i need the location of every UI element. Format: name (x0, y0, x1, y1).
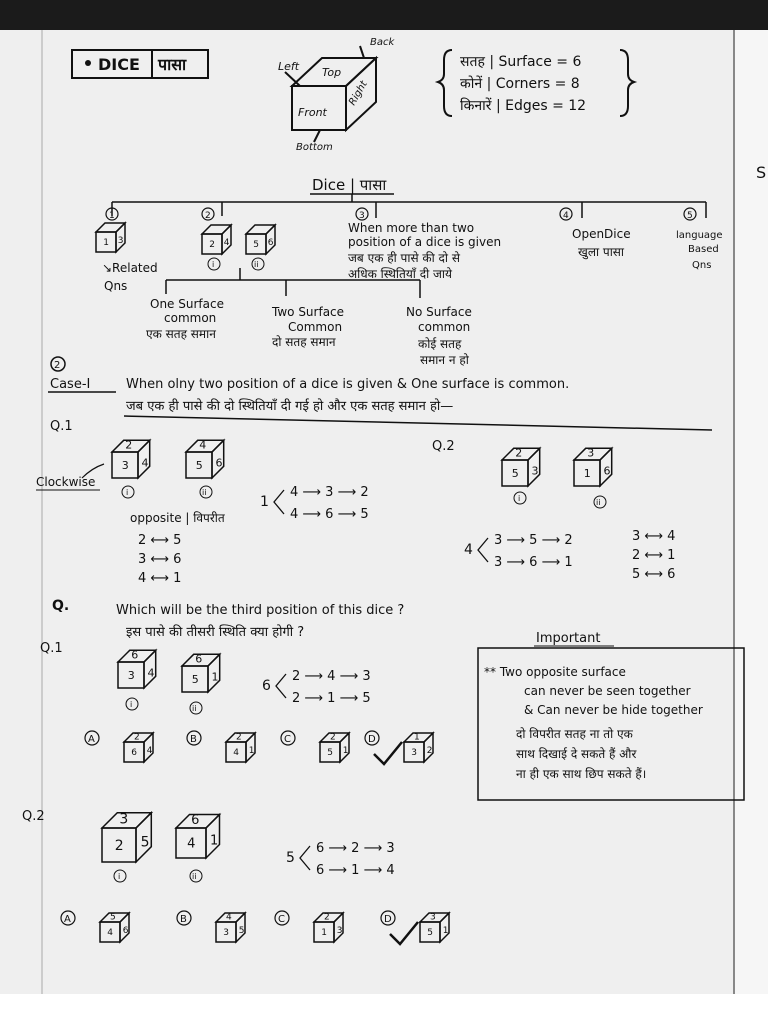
branch4-label-hi: खुला पासा (578, 245, 625, 259)
die-side-face: 4 (146, 746, 153, 756)
die-front-face: 5 (191, 672, 199, 686)
fact-edges: किनारें | Edges = 12 (460, 98, 587, 114)
important-line-hi: साथ दिखाई दे सकते हैं और (516, 747, 637, 761)
die-front-face: 4 (107, 928, 114, 938)
roman-numeral: i (118, 872, 121, 881)
cube-bottom-label: Bottom (296, 142, 333, 153)
die-side-face: 2 (426, 746, 433, 756)
branch1-label-1: ↘Related (102, 261, 158, 275)
die-top-face: 2 (324, 912, 330, 923)
chain-start: 1 (260, 494, 269, 510)
die-side-face: 6 (122, 926, 129, 936)
roman-numeral: ii (202, 488, 207, 497)
branch5-label-2: Based (688, 244, 719, 255)
chain-start: 5 (286, 850, 295, 866)
die-top-face: 6 (195, 652, 203, 666)
die-top-face: 6 (191, 812, 200, 828)
die-side-face: 6 (215, 456, 223, 470)
cube-top-label: Top (322, 66, 342, 79)
cube-back-label: Back (370, 37, 395, 48)
die-side-face: 6 (267, 238, 274, 248)
option-letter: D (384, 914, 392, 925)
die-front-face: 5 (195, 458, 203, 472)
sub2-en-1: Two Surface (272, 305, 345, 319)
option-letter: C (278, 914, 285, 925)
die-side-face: 3 (336, 926, 343, 936)
die-front-face: 1 (583, 466, 591, 480)
branch-number: 2 (205, 211, 211, 221)
cube-right-label: Right (347, 79, 370, 108)
roman-numeral: ii (254, 260, 259, 269)
case1-circle-num: 2 (54, 360, 61, 371)
branch4-label-en: OpenDice (572, 227, 631, 241)
opposite-label: opposite | विपरीत (130, 511, 225, 525)
opposite-pair: 2 ⟷ 5 (138, 533, 182, 548)
die-top-face: 6 (131, 648, 139, 662)
chain-row: 3 ⟶ 6 ⟶ 1 (494, 555, 573, 570)
important-line-en: & Can never be hide together (524, 703, 703, 717)
roman-numeral: i (126, 488, 129, 497)
important-line-hi: ना ही एक साथ छिप सकते हैं। (516, 767, 647, 781)
roman-numeral: i (130, 700, 133, 709)
chain-row: 6 ⟶ 2 ⟶ 3 (316, 841, 395, 856)
third-q1: Q.1 (40, 641, 63, 656)
important-title: Important (536, 631, 601, 646)
sub3-en-1: No Surface (406, 305, 472, 319)
opposite-pair: 4 ⟷ 1 (138, 571, 182, 586)
cube-left-label: Left (278, 60, 300, 73)
die-top-face: 2 (330, 732, 336, 743)
side-text: S (756, 163, 767, 182)
die-front-face: 3 (411, 748, 418, 758)
branch3-label-hi-2: अधिक स्थितियाँ दी जाये (348, 267, 452, 281)
branch-number: 5 (687, 211, 693, 221)
die-front-face: 5 (253, 240, 260, 250)
die-side-face: 4 (223, 238, 230, 248)
option-letter: A (64, 914, 71, 925)
cube-front-label: Front (298, 106, 327, 119)
third-q-en: Which will be the third position of this dice ? (116, 603, 405, 618)
chain-start: 4 (464, 542, 473, 558)
roman-numeral: ii (192, 872, 197, 881)
option-letter: A (88, 734, 95, 745)
option-letter: B (180, 914, 187, 925)
die-top-face: 5 (110, 912, 116, 923)
sub3-en-2: common (418, 320, 471, 334)
die-side-face: 3 (117, 236, 124, 246)
option-letter: B (190, 734, 197, 745)
branch-number: 3 (359, 211, 365, 221)
branch3-label-en-1: When more than two (348, 221, 475, 235)
die-front-face: 4 (187, 836, 196, 852)
die-top-face: 2 (134, 732, 140, 743)
chain-row: 2 ⟶ 4 ⟶ 3 (292, 669, 371, 684)
die-side-face: 1 (210, 833, 219, 849)
die-front-face: 1 (321, 928, 328, 938)
die-top-face: 2 (125, 438, 133, 452)
branch-number: 1 (109, 211, 115, 221)
roman-numeral: i (518, 494, 521, 503)
die-side-face: 1 (248, 746, 255, 756)
chain-row: 4 ⟶ 6 ⟶ 5 (290, 507, 369, 522)
die-side-face: 5 (238, 926, 245, 936)
chain-start: 6 (262, 678, 271, 694)
die-top-face: 1 (414, 732, 420, 743)
branch1-label-2: Qns (104, 279, 128, 293)
die-side-face: 6 (603, 464, 611, 478)
die-front-face: 1 (103, 238, 110, 248)
important-line-hi: दो विपरीत सतह ना तो एक (516, 727, 633, 741)
third-q-hi: इस पासे की तीसरी स्थिति क्या होगी ? (126, 625, 305, 640)
opposite-pair: 3 ⟷ 4 (632, 529, 676, 544)
branch3-label-hi-1: जब एक ही पासे की दो से (348, 251, 460, 265)
roman-numeral: i (212, 260, 215, 269)
die-top-face: 3 (430, 912, 436, 923)
sub2-en-2: Common (288, 320, 343, 334)
important-line-en: ** Two opposite surface (484, 665, 626, 679)
case1-q2: Q.2 (432, 439, 455, 454)
chain-row: 2 ⟶ 1 ⟶ 5 (292, 691, 371, 706)
tree-root: Dice | पासा (312, 176, 387, 194)
roman-numeral: ii (596, 498, 601, 507)
branch-number: 4 (563, 211, 569, 221)
die-side-face: 3 (531, 464, 539, 478)
die-front-face: 3 (121, 458, 129, 472)
third-q2: Q.2 (22, 809, 45, 824)
die-side-face: 4 (147, 666, 155, 680)
die-front-face: 3 (223, 928, 230, 938)
opposite-pair: 3 ⟷ 6 (138, 552, 182, 567)
branch5-label-1: language (676, 230, 723, 241)
sub1-en-1: One Surface (150, 297, 224, 311)
die-front-face: 2 (209, 240, 216, 250)
clockwise-label: Clockwise (36, 475, 96, 489)
case1-text-hi: जब एक ही पासे की दो स्थितियाँ दी गई हो और एक सतह समान हो— (126, 399, 454, 414)
title-hi: पासा (158, 55, 187, 74)
die-top-face: 2 (515, 446, 523, 460)
sub1-en-2: common (164, 311, 217, 325)
die-front-face: 5 (327, 748, 334, 758)
important-line-en: can never be seen together (524, 684, 691, 698)
bottom-margin (0, 994, 768, 1024)
die-top-face: 3 (587, 446, 595, 460)
sub2-hi: दो सतह समान (272, 335, 336, 349)
chain-row: 3 ⟶ 5 ⟶ 2 (494, 533, 573, 548)
die-front-face: 2 (114, 838, 124, 855)
die-front-face: 5 (511, 466, 519, 480)
option-letter: D (368, 734, 376, 745)
branch5-label-3: Qns (692, 260, 712, 271)
case1-q1-pairs (138, 533, 181, 586)
die-side-face: 1 (442, 926, 449, 936)
die-top-face: 3 (119, 811, 129, 828)
top-dark-border (0, 0, 768, 30)
die-side-face: 1 (211, 670, 219, 684)
sub3-hi-1: कोई सतह (418, 337, 462, 351)
sub3-hi-2: समान न हो (420, 353, 469, 367)
case1-title: Case-I (50, 377, 91, 392)
fact-corners: कोनें | Corners = 8 (460, 76, 580, 92)
die-front-face: 3 (127, 668, 135, 682)
roman-numeral: ii (192, 704, 197, 713)
opposite-pair: 2 ⟷ 1 (632, 548, 676, 563)
title-en: DICE (98, 55, 140, 74)
chain-row: 6 ⟶ 1 ⟶ 4 (316, 863, 395, 878)
third-q-label: Q. (52, 598, 70, 614)
die-front-face: 4 (233, 748, 240, 758)
case1-q2-pairs (632, 529, 675, 582)
opposite-pair: 5 ⟷ 6 (632, 567, 676, 582)
die-front-face: 6 (131, 748, 138, 758)
die-side-face: 1 (342, 746, 349, 756)
die-top-face: 4 (199, 438, 207, 452)
die-front-face: 5 (427, 928, 434, 938)
case1-q1: Q.1 (50, 419, 73, 434)
case1-text-en: When olny two position of a dice is given & One surface is common. (126, 377, 570, 392)
die-top-face: 2 (236, 732, 242, 743)
die-side-face: 5 (140, 834, 150, 851)
fact-surface: सतह | Surface = 6 (460, 54, 582, 70)
die-side-face: 4 (141, 456, 149, 470)
die-top-face: 4 (226, 912, 232, 923)
chain-row: 4 ⟶ 3 ⟶ 2 (290, 485, 369, 500)
sub1-hi: एक सतह समान (146, 327, 216, 341)
branch3-label-en-2: position of a dice is given (348, 235, 502, 249)
option-letter: C (284, 734, 291, 745)
